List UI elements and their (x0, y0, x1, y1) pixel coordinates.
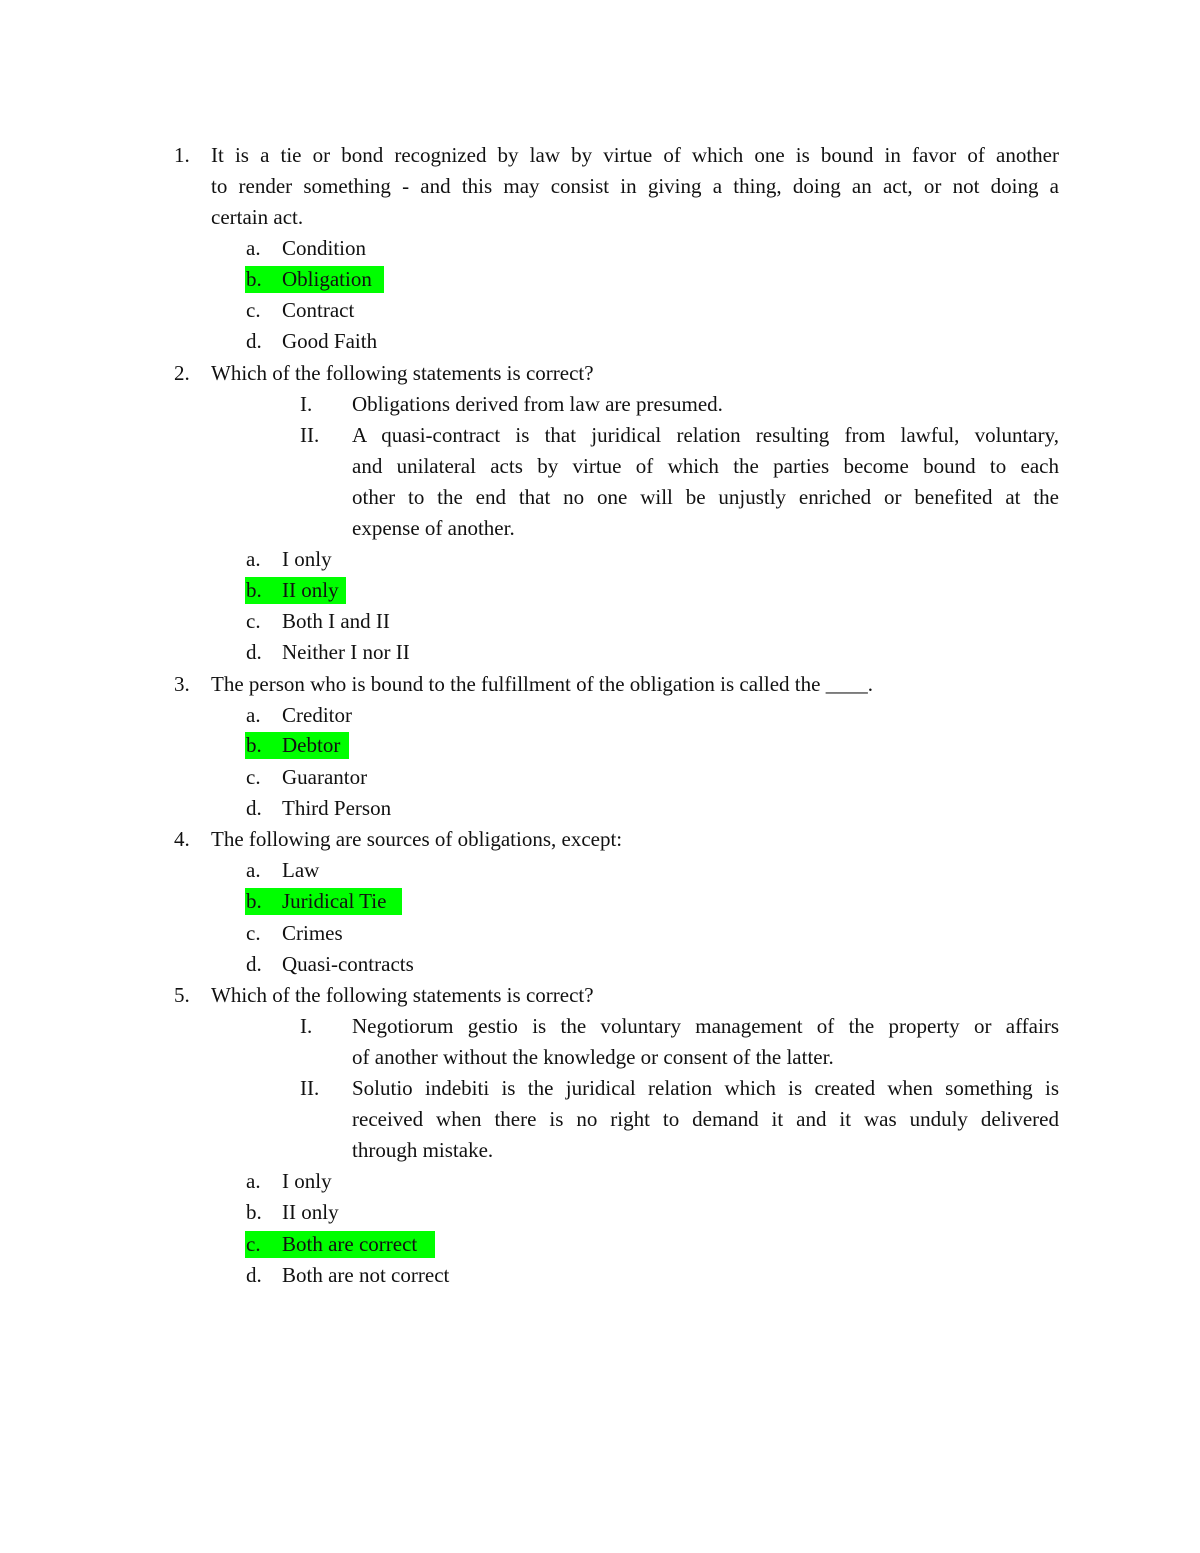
question-text-line: The following are sources of obligations, except: (211, 827, 623, 851)
question-text-line: It is a tie or bond recognized by law by virtue of which one is bound in favor of another (211, 143, 1059, 167)
option-row (0, 1166, 1200, 1197)
option-row (0, 793, 1200, 824)
option-letter: d. (246, 640, 262, 664)
statement-text-line: other to the end that no one will be unjustly enriched or benefited at the (352, 485, 1059, 509)
option-letter: b. (246, 267, 262, 291)
question-text-line: Which of the following statements is correct? (211, 361, 594, 385)
option-row-correct (0, 1229, 1200, 1260)
option-letter: b. (246, 1200, 262, 1224)
question-text-line: certain act. (211, 205, 304, 229)
statement-text-line: received when there is no right to demand it and it was unduly delivered (352, 1107, 1059, 1131)
option-text: II only (282, 578, 339, 602)
option-row (0, 1197, 1200, 1228)
statement-row (0, 1073, 1200, 1104)
statement-row (0, 420, 1200, 451)
option-letter: b. (246, 733, 262, 757)
option-text: Neither I nor II (282, 640, 410, 664)
statement-numeral: I. (300, 1014, 313, 1038)
option-text: Law (282, 858, 320, 882)
option-letter: d. (246, 952, 262, 976)
option-text: Condition (282, 236, 367, 260)
statement-row (0, 389, 1200, 420)
option-row (0, 1260, 1200, 1291)
statement-text-line: A quasi-contract is that juridical relation resulting from lawful, voluntary, (352, 423, 1059, 447)
option-text: Good Faith (282, 329, 378, 353)
option-row (0, 762, 1200, 793)
option-text: I only (282, 1169, 332, 1193)
statement-text-line: of another without the knowledge or consent of the latter. (352, 1045, 834, 1069)
statement-numeral: II. (300, 1076, 320, 1100)
statement-row (0, 1011, 1200, 1042)
statement-text-line: through mistake. (352, 1138, 494, 1162)
option-text: Debtor (282, 733, 341, 757)
option-row (0, 233, 1200, 264)
option-text: Obligation (282, 267, 372, 291)
option-text: II only (282, 1200, 339, 1224)
option-row (0, 949, 1200, 980)
question-text-line: Which of the following statements is correct? (211, 983, 594, 1007)
option-text: Both I and II (282, 609, 390, 633)
option-row-correct (0, 264, 1200, 295)
option-text: Creditor (282, 703, 352, 727)
option-text: Both are not correct (282, 1263, 450, 1287)
option-letter: c. (246, 298, 261, 322)
question-number: 4. (174, 827, 190, 851)
option-row (0, 295, 1200, 326)
option-letter: c. (246, 765, 261, 789)
option-letter: d. (246, 796, 262, 820)
question-number: 5. (174, 983, 190, 1007)
statement-text-line: expense of another. (352, 516, 515, 540)
question-number: 2. (174, 361, 190, 385)
option-row-correct (0, 886, 1200, 917)
option-row-correct (0, 730, 1200, 761)
statement-text-line: Negotiorum gestio is the voluntary management of the property or affairs (352, 1014, 1059, 1038)
option-text: Contract (282, 298, 355, 322)
option-text: Juridical Tie (282, 889, 387, 913)
option-text: Guarantor (282, 765, 368, 789)
question-number: 3. (174, 672, 190, 696)
statement-text-line: Solutio indebiti is the juridical relation which is created when something is (352, 1076, 1059, 1100)
option-row (0, 855, 1200, 886)
option-row (0, 918, 1200, 949)
option-letter: a. (246, 236, 261, 260)
option-text: Both are correct (282, 1232, 418, 1256)
option-row (0, 700, 1200, 731)
statement-numeral: I. (300, 392, 313, 416)
option-letter: b. (246, 889, 262, 913)
option-letter: a. (246, 1169, 261, 1193)
option-text: Third Person (282, 796, 392, 820)
question-text-line: The person who is bound to the fulfillment of the obligation is called the ____. (211, 672, 873, 696)
option-row (0, 544, 1200, 575)
question-text-line: to render something - and this may consist in giving a thing, doing an act, or not doing a (211, 174, 1059, 198)
statement-numeral: II. (300, 423, 320, 447)
statement-text-line: Obligations derived from law are presumed. (352, 392, 723, 416)
option-letter: c. (246, 921, 261, 945)
option-row (0, 637, 1200, 668)
option-row (0, 326, 1200, 357)
option-letter: b. (246, 578, 262, 602)
option-text: Crimes (282, 921, 343, 945)
option-text: Quasi-contracts (282, 952, 414, 976)
question-number: 1. (174, 143, 190, 167)
option-letter: d. (246, 1263, 262, 1287)
statement-text-line: and unilateral acts by virtue of which the parties become bound to each (352, 454, 1059, 478)
option-letter: d. (246, 329, 262, 353)
option-letter: c. (246, 1232, 261, 1256)
option-letter: a. (246, 547, 261, 571)
option-row (0, 606, 1200, 637)
option-letter: a. (246, 703, 261, 727)
option-text: I only (282, 547, 332, 571)
option-letter: a. (246, 858, 261, 882)
option-letter: c. (246, 609, 261, 633)
option-row-correct (0, 575, 1200, 606)
